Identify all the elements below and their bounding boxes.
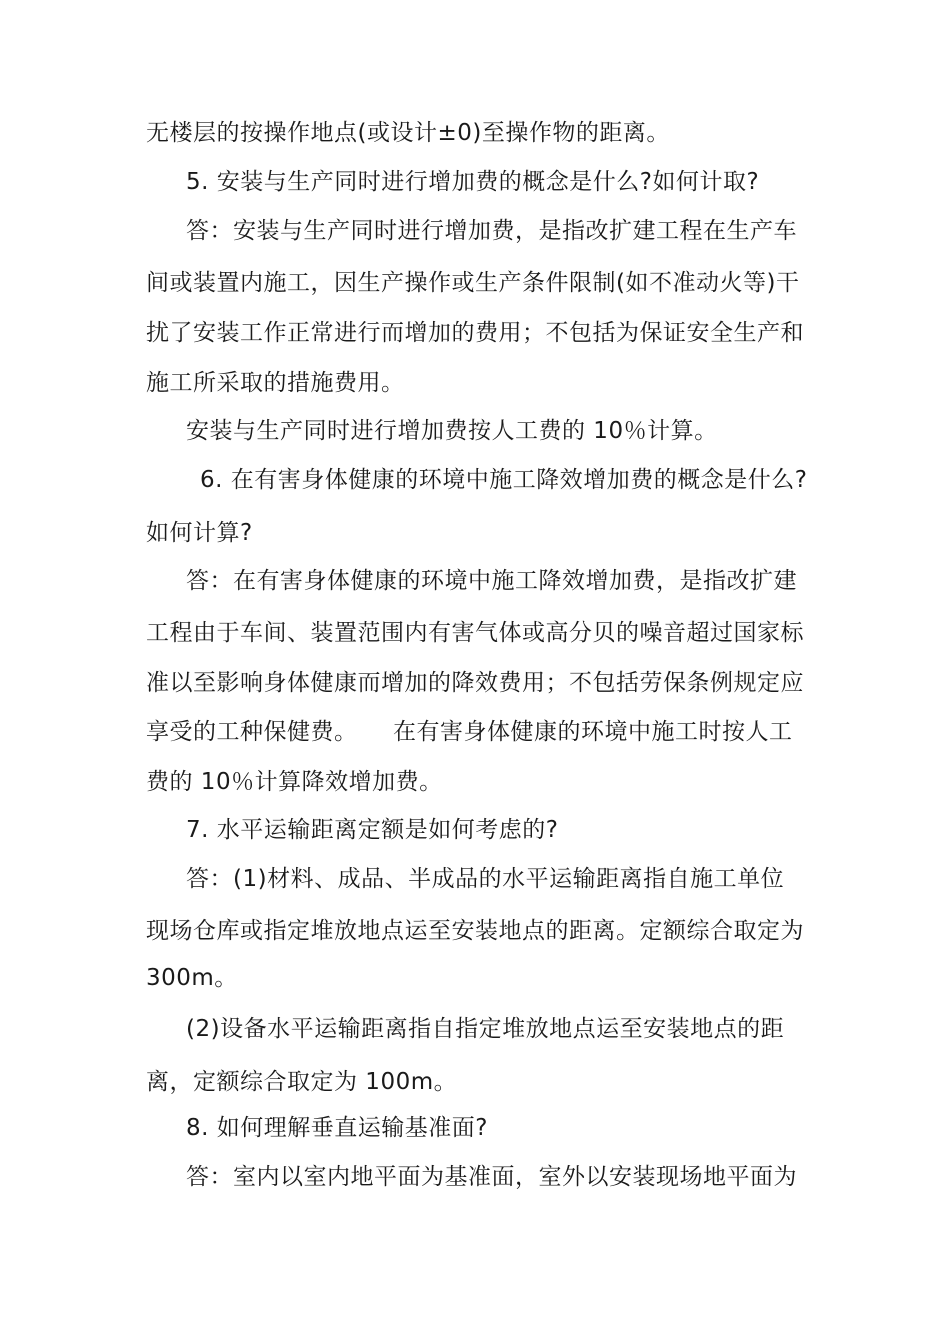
- answer-7-item-2: 离，定额综合取定为 100m。: [146, 1069, 458, 1095]
- question-6-heading-cont: 如何计算?: [146, 520, 253, 546]
- answer-8-line: 答：室内以室内地平面为基准面，室外以安装现场地平面为: [186, 1164, 797, 1190]
- answer-5-line: 扰了安装工作正常进行而增加的费用；不包括为保证安全生产和: [146, 320, 804, 346]
- answer-5-rate: 安装与生产同时进行增加费按人工费的 10％计算。: [186, 418, 718, 444]
- answer-6-line: 费的 10％计算降效增加费。: [146, 769, 443, 795]
- answer-5-line: 答：安装与生产同时进行增加费，是指改扩建工程在生产车: [186, 218, 797, 244]
- answer-6-line: 工程由于车间、装置范围内有害气体或高分贝的噪音超过国家标: [146, 620, 804, 646]
- answer-7-line: 300m。: [146, 965, 238, 991]
- answer-5-line: 施工所采取的措施费用。: [146, 370, 405, 396]
- answer-6-line: 享受的工种保健费。 在有害身体健康的环境中施工时按人工: [146, 719, 793, 745]
- answer-7-line: 答：(1)材料、成品、半成品的水平运输距离指自施工单位: [186, 866, 785, 892]
- question-7-heading: 7. 水平运输距离定额是如何考虑的?: [186, 817, 559, 843]
- answer-7-item-2: (2)设备水平运输距离指自指定堆放地点运至安装地点的距: [186, 1016, 785, 1042]
- paragraph-line: 无楼层的按操作地点(或设计±0)至操作物的距离。: [146, 120, 670, 146]
- answer-7-line: 现场仓库或指定堆放地点运至安装地点的距离。定额综合取定为: [146, 918, 804, 944]
- question-8-heading: 8. 如何理解垂直运输基准面?: [186, 1115, 488, 1141]
- question-6-heading: 6. 在有害身体健康的环境中施工降效增加费的概念是什么?: [200, 467, 808, 493]
- question-5-heading: 5. 安装与生产同时进行增加费的概念是什么?如何计取?: [186, 169, 760, 195]
- answer-6-line: 答：在有害身体健康的环境中施工降效增加费，是指改扩建: [186, 568, 797, 594]
- answer-5-line: 间或装置内施工，因生产操作或生产条件限制(如不准动火等)干: [146, 270, 800, 296]
- answer-6-line: 准以至影响身体健康而增加的降效费用；不包括劳保条例规定应: [146, 670, 804, 696]
